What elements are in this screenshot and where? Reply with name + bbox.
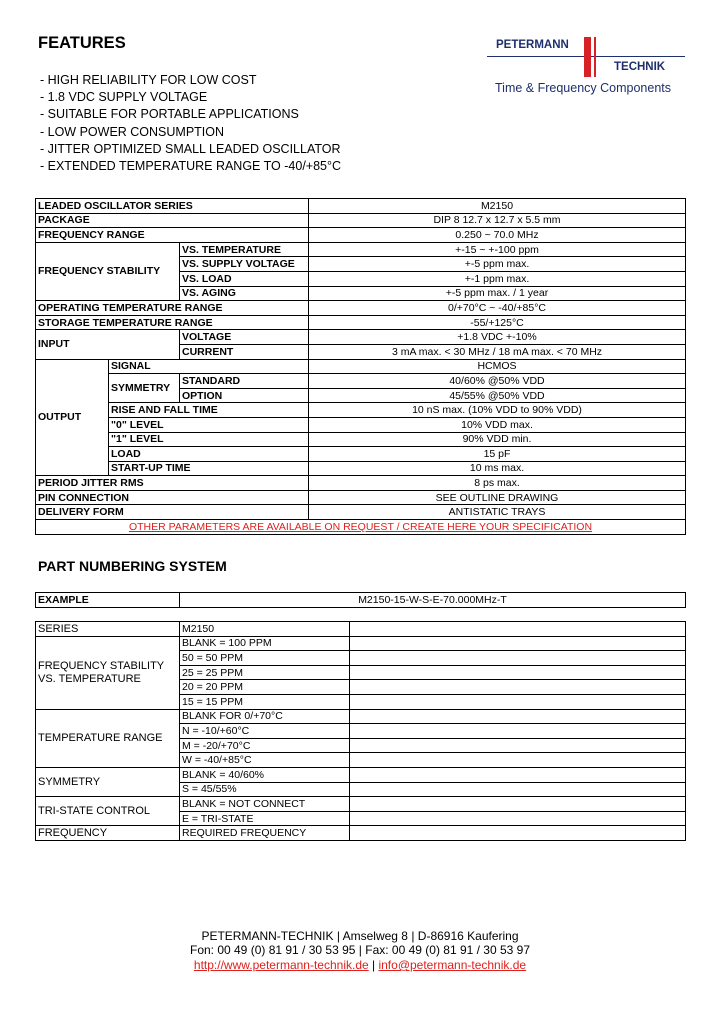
pn-blank <box>350 767 686 782</box>
pn-label: FREQUENCY <box>36 826 180 841</box>
table-row <box>36 301 686 316</box>
table-row <box>36 447 686 462</box>
pn-label: SERIES <box>36 622 180 637</box>
features-heading: FEATURES <box>38 34 126 52</box>
spec-label: PACKAGE <box>36 213 309 228</box>
pn-option: 15 = 15 PPM <box>180 694 350 709</box>
specification-table <box>35 198 686 535</box>
pn-label-line: VS. TEMPERATURE <box>38 672 141 685</box>
spec-label: PIN CONNECTION <box>36 490 309 505</box>
pn-blank <box>350 694 686 709</box>
spec-value: HCMOS <box>309 359 686 374</box>
spec-sublabel: STANDARD <box>180 374 309 389</box>
feature-list <box>40 72 341 175</box>
spec-label: DELIVERY FORM <box>36 505 309 520</box>
pn-blank <box>350 826 686 841</box>
request-notice-link[interactable]: OTHER PARAMETERS ARE AVAILABLE ON REQUEST / CREATE HERE YOUR SPECIFICATION <box>36 520 686 535</box>
email-link[interactable]: info@petermann-technik.de <box>378 958 527 972</box>
pn-blank <box>350 797 686 812</box>
table-row <box>36 228 686 243</box>
table-row <box>36 476 686 491</box>
footer-city: D-86916 Kaufering <box>417 929 519 943</box>
pn-label: TRI-STATE CONTROL <box>36 797 180 826</box>
table-row <box>36 520 686 535</box>
example-value: M2150-15-W-S-E-70.000MHz-T <box>180 593 686 608</box>
spec-value: +-1 ppm max. <box>309 271 686 286</box>
feature-item: - LOW POWER CONSUMPTION <box>40 124 225 139</box>
spec-value: 45/55% @50% VDD <box>309 388 686 403</box>
spec-value: M2150 <box>309 199 686 214</box>
spec-value: +-5 ppm max. <box>309 257 686 272</box>
table-row <box>36 826 686 841</box>
spec-sublabel: VS. AGING <box>180 286 309 301</box>
spec-sublabel: VOLTAGE <box>180 330 309 345</box>
part-numbering-table <box>35 621 686 841</box>
spec-sublabel: OPTION <box>180 388 309 403</box>
spec-label: OPERATING TEMPERATURE RANGE <box>36 301 309 316</box>
example-table <box>35 592 686 608</box>
footer-address <box>0 929 720 943</box>
table-row <box>36 432 686 447</box>
spec-value: SEE OUTLINE DRAWING <box>309 490 686 505</box>
website-link[interactable]: http://www.petermann-technik.de <box>193 958 369 972</box>
feature-item: - EXTENDED TEMPERATURE RANGE TO -40/+85°C <box>40 158 342 173</box>
table-row <box>36 461 686 476</box>
spec-value: 10 nS max. (10% VDD to 90% VDD) <box>309 403 686 418</box>
spec-value: +1.8 VDC +-10% <box>309 330 686 345</box>
footer-links <box>0 958 720 972</box>
feature-item: - SUITABLE FOR PORTABLE APPLICATIONS <box>40 107 299 122</box>
pn-option: 20 = 20 PPM <box>180 680 350 695</box>
spec-value: 3 mA max. < 30 MHz / 18 mA max. < 70 MHz <box>309 344 686 359</box>
pn-blank <box>350 738 686 753</box>
table-row <box>36 490 686 505</box>
table-row <box>36 709 686 724</box>
pn-blank <box>350 709 686 724</box>
table-row <box>36 403 686 418</box>
spec-sublabel: "1" LEVEL <box>109 432 309 447</box>
footer-separator: | <box>333 929 343 943</box>
pn-option: S = 45/55% <box>180 782 350 797</box>
table-row <box>36 359 686 374</box>
pn-label <box>36 636 180 709</box>
pn-label-line: FREQUENCY STABILITY <box>38 659 165 672</box>
spec-value: 10% VDD max. <box>309 417 686 432</box>
table-row <box>36 242 686 257</box>
pn-option: 50 = 50 PPM <box>180 651 350 666</box>
logo-red-bar <box>584 37 591 77</box>
example-label: EXAMPLE <box>36 593 180 608</box>
pn-blank <box>350 651 686 666</box>
footer-street: Amselweg 8 <box>342 929 408 943</box>
pn-label: TEMPERATURE RANGE <box>36 709 180 767</box>
spec-value: +-5 ppm max. / 1 year <box>309 286 686 301</box>
table-row <box>36 374 686 389</box>
spec-sublabel: SYMMETRY <box>109 374 180 403</box>
pn-option: M2150 <box>180 622 350 637</box>
feature-item: - HIGH RELIABILITY FOR LOW COST <box>40 73 257 87</box>
spec-sublabel: VS. SUPPLY VOLTAGE <box>180 257 309 272</box>
pn-blank <box>350 622 686 637</box>
spec-group-label: INPUT <box>36 330 180 359</box>
spec-sublabel: SIGNAL <box>109 359 309 374</box>
logo-red-bar-thin <box>594 37 596 77</box>
pn-option: 25 = 25 PPM <box>180 665 350 680</box>
logo-word-petermann: PETERMANN <box>496 39 569 51</box>
pn-blank <box>350 636 686 651</box>
footer-separator: | <box>368 958 379 972</box>
pn-option: N = -10/+60°C <box>180 724 350 739</box>
table-row <box>36 199 686 214</box>
spec-value: 8 ps max. <box>309 476 686 491</box>
spec-value: DIP 8 12.7 x 12.7 x 5.5 mm <box>309 213 686 228</box>
spec-label: START-UP TIME <box>109 461 309 476</box>
spec-label: FREQUENCY RANGE <box>36 228 309 243</box>
spec-value: -55/+125°C <box>309 315 686 330</box>
table-row <box>36 797 686 812</box>
pn-blank <box>350 724 686 739</box>
pn-blank <box>350 680 686 695</box>
spec-value: 15 pF <box>309 447 686 462</box>
footer-company: PETERMANN-TECHNIK <box>201 929 334 943</box>
footer-separator: | <box>355 943 366 957</box>
spec-value: ANTISTATIC TRAYS <box>309 505 686 520</box>
spec-sublabel: LOAD <box>109 447 309 462</box>
footer-contact <box>0 943 720 957</box>
feature-item: - 1.8 VDC SUPPLY VOLTAGE <box>40 90 208 105</box>
table-row <box>36 636 686 651</box>
table-row <box>36 417 686 432</box>
footer-fax: Fax: 00 49 (0) 81 91 / 30 53 97 <box>365 943 531 957</box>
pn-option: BLANK FOR 0/+70°C <box>180 709 350 724</box>
logo-tagline: Time & Frequency Components <box>495 81 672 95</box>
spec-label: PERIOD JITTER RMS <box>36 476 309 491</box>
pn-option: E = TRI-STATE <box>180 811 350 826</box>
pn-blank <box>350 811 686 826</box>
spec-group-label: FREQUENCY STABILITY <box>36 242 180 300</box>
pn-option: W = -40/+85°C <box>180 753 350 768</box>
pn-option: BLANK = 100 PPM <box>180 636 350 651</box>
spec-label: STORAGE TEMPERATURE RANGE <box>36 315 309 330</box>
feature-item: - JITTER OPTIMIZED SMALL LEADED OSCILLATOR <box>40 141 341 156</box>
pn-option: M = -20/+70°C <box>180 738 350 753</box>
spec-sublabel: CURRENT <box>180 344 309 359</box>
spec-group-label: OUTPUT <box>36 359 109 476</box>
spec-sublabel: VS. LOAD <box>180 271 309 286</box>
table-row <box>36 330 686 345</box>
spec-sublabel: "0" LEVEL <box>109 417 309 432</box>
spec-value: 0/+70°C ~ -40/+85°C <box>309 301 686 316</box>
spec-value: 10 ms max. <box>309 461 686 476</box>
pn-option: BLANK = NOT CONNECT <box>180 797 350 812</box>
spec-sublabel: VS. TEMPERATURE <box>180 242 309 257</box>
table-row <box>36 767 686 782</box>
spec-sublabel: RISE AND FALL TIME <box>109 403 309 418</box>
spec-label: LEADED OSCILLATOR SERIES <box>36 199 309 214</box>
pn-blank <box>350 782 686 797</box>
table-row <box>36 593 686 608</box>
spec-value: +-15 ~ +-100 ppm <box>309 242 686 257</box>
pn-label: SYMMETRY <box>36 767 180 796</box>
spec-value: 0.250 ~ 70.0 MHz <box>309 228 686 243</box>
pn-blank <box>350 665 686 680</box>
spec-value: 40/60% @50% VDD <box>309 374 686 389</box>
pn-option: REQUIRED FREQUENCY <box>180 826 350 841</box>
pn-blank <box>350 753 686 768</box>
footer-phone: Fon: 00 49 (0) 81 91 / 30 53 95 <box>189 943 356 957</box>
pn-option: BLANK = 40/60% <box>180 767 350 782</box>
table-row <box>36 315 686 330</box>
table-row <box>36 622 686 637</box>
logo-word-technik: TECHNIK <box>614 61 666 73</box>
footer-separator: | <box>407 929 418 943</box>
spec-value: 90% VDD min. <box>309 432 686 447</box>
table-row <box>36 213 686 228</box>
part-numbering-heading: PART NUMBERING SYSTEM <box>38 558 227 574</box>
table-row <box>36 505 686 520</box>
